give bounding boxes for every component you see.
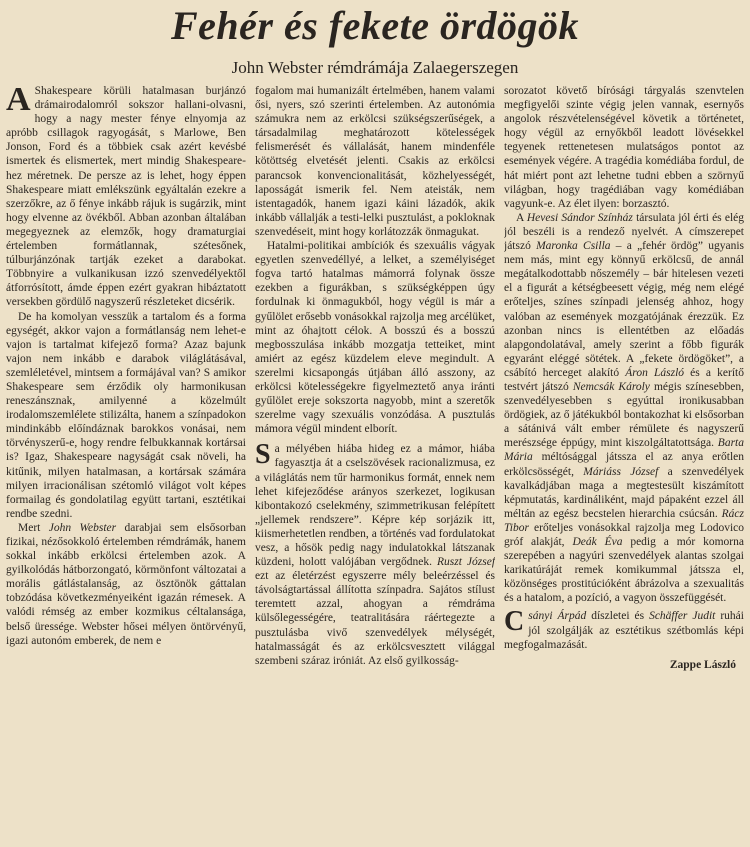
actor-name: Deák Éva: [572, 536, 623, 548]
paragraph: [504, 606, 744, 651]
theatre-name: Hevesi Sándor Színház: [526, 211, 633, 224]
director-name: Ruszt József: [437, 556, 495, 569]
drop-cap: C: [504, 606, 525, 638]
drop-cap: A: [6, 84, 31, 118]
paragraph: [504, 84, 744, 211]
actor-name: Barta Mária: [504, 437, 744, 464]
author-signature: Zappe László: [669, 658, 736, 671]
actor-name: Nemcsák Károly: [572, 380, 650, 393]
paragraph-text: ruhái jól szolgálják az esztétikus szétbomlás képi megfogalmazását.: [504, 610, 744, 651]
actor-name: Maronka Csilla: [536, 240, 611, 253]
article-title: Fehér és fekete ördögök: [170, 3, 580, 48]
paragraph-text: A: [516, 211, 527, 224]
paragraph-text: erőteljes vonásokkal rajzolja meg Lodovico gróf alakját,: [504, 521, 744, 548]
paragraph-text: Shakespeare körüli hatalmasan burjánzó drámairodalomról sokszor hallani-olvasni, hogy a nagy mester fénye elnyomja az apróbb csillagok ragyogását, s Marlowe, Ben Jonson, Ford és a többiek csak azért kevésbé ismertek és elismertek, mert mindig Shakespeare-hez méretnek. De persze az is lehet, hogy éppen Shakespeare miatt emlékszünk egyáltalán ezekre a szerzőkre, az ő fénye inkább rájuk is sugárzik, mint hogy elvenne az övékből. Abban azonban általában megegyeznek az elemzők, hogy dramaturgiai értelemben formátlannak, szétesőnek, túlburjánzónak tartják ezeket a darabokat. Többnyire a vulkanikusan izzó szenvedélyektől átforrósított, ámde éppen ezért gyakran hibáztatott versekben gördülő nagyszerű részleteket dicsérik.: [6, 85, 246, 309]
paragraph: [255, 439, 495, 668]
paragraph: [6, 521, 246, 648]
paragraph: [255, 239, 495, 436]
paragraph-text: díszletei és: [586, 610, 650, 623]
author-name: John Webster: [48, 521, 117, 534]
designer-name: Schäffer Judit: [649, 610, 716, 623]
column-3: [504, 84, 744, 844]
paragraph-text: a szenvedélyek kavalkádjában maga a megtestesült kiszámított képmutatás, kardináliként, majd pápaként ezzel áll méltán az egész becstelen hierarchia csúcsán.: [504, 465, 744, 520]
paragraph-text: és a kerítő testvért játszó: [504, 366, 744, 393]
paragraph-text: De ha komolyan vesszük a tartalom és a forma egységét, akkor vajon a formátlanság nem lehet-e vajon is tartalmat kifejező forma? Azaz bajunk vajon nem inkább e darabok világlátásával, szemléletével, mintsem a formájával van? S amikor Shakespeare sem érződik oly harmonikusan reneszánsznak, amilyenné a közelmúlt irodalomszemlélete stilizálta, hanem a színpadokon mindinkább előíndáznak barokkos vonásai, nem törvényszerű-e, hogy rendre felbukkannak kortársai is? Igaz, Shakespeare nagyságát csak növeli, ha kitűnik, milyen hatalmasan, a kortársak számára milyen irracionálisan szétomló világot volt képes formailag és gondolatilag együtt tartani, esztétikai rendbe szedni.: [6, 310, 246, 520]
article-subtitle: John Webster rémdrámája Zalaegerszegen: [231, 58, 519, 77]
paragraph-text: sorozatot követő bírósági tárgyalás szenvtelen megfigyelői szinte végig jelen vannak, esernyős angolok részvételenségével követik a történetet, hogy végül az ernyőkből leadott lövésekkel tegyenek rettenetesen mulatságos pontot az események végére. A tragédia komédiába fordul, de hát miért pont azt lehetne tudni ebben a szörnyű világban, hogy tragédiában vagy komédiában vagyunk-e. Az élet ilyen: borzasztó.: [504, 85, 744, 210]
paragraph-text: Hatalmi-politikai ambíciók és szexuális vágyak egyetlen szenvedéllyé, a lelket, a személyiséget fogva tartó hatalmas mámorrá folynak össze ezekben a figurákban, s szükségképpen úgy fordulnak ki önmagukból, hogy végül is már a gyűlölet erősebb vonásokkal rajzolja meg arcélüket, mint az óhajtott célok. A bosszú és a bosszú megbosszulása inkább mozgatja tetteiket, mint amiért az egész küzdelem eleve megindult. A szerelmi kicsapongás útjában álló asszony, az erkölcsi kötelességekre figyelmeztető anya iránti gyűlölet ereje sokszorta nagyobb, mint a szeretők szerelme vagy szexuális vonzódása. A pusztulás mámora végül mindent elborít.: [255, 240, 495, 436]
paragraph: [255, 84, 495, 239]
paragraph-text: fogalom mai humanizált értelmében, hanem valami ősi, nyers, szó szerinti értelemben. Az autonómia számukra nem az erkölcsi szükségszerűségek, a társadalmilag meghatározott kötelességek felismerését és vállalását, hanem mindenféle kötöttség elvetését jelenti. Csakis az erkölcsi parancsok konvencionalitását, közhelyességét, laposságát ismerik fel. Nem ateisták, nem istentagadók, hanem igazi káini lázadók, akik inkább vállalják a testi-lelki pusztulást, a pokloknak szenvedéseit, mint hogy korlátozzák önmagukat.: [255, 85, 495, 238]
column-1: [6, 84, 246, 844]
designer-name: sányi Árpád: [528, 610, 587, 623]
paragraph: [504, 211, 744, 606]
paragraph-text: Mert: [18, 521, 49, 534]
paragraph-text: méltósággal játssza el az anya erőtlen erkölcsösségét,: [504, 451, 744, 478]
paragraph-text: ezt az életérzést egyszerre mély beleérzéssel és távolságtartással állította színpadra. Sajátos stílust teremtett azzal, ahogyan a rémdráma külsőlegességére, teatralitására ráértegezte a pusztulásba vivő szenvedélyek mélységét, hatalmasságát és az erkölcsvesztett világgal szembeni száraz iróniát. Az első gyilkosság-: [255, 570, 495, 667]
paragraph-text: a mélyében hiába hideg ez a mámor, hiába fagyasztja át a cselszövések racionalizmusa, ez a világlátás nem tűr harmonikus formát, ennek nem lehet kifejeződése arányos szerkezet, logikusan kibontakozó cselekmény, szimmetrikusan felépített „jellemek rendszere”. Képre kép sorjázik itt, kiismerhetetlen rendben, a történés vad fordulatokat vesz, a hősök pedig nagy indulatokkal látszanak küzdeni, holott valójában vergődnek.: [255, 443, 495, 569]
paragraph: [6, 310, 246, 521]
paragraph-text: darabjai sem elsősorban fizikai, nézősokkoló értelemben rémdrámák, hanem sokkal inkább erkölcsi értelemben azok. A gyilkolódás hátborzongató, körmönfont változatai a morális gátlástalanság, az ösztönök gáttalan tobzódása következményeiként igazán rémesek. A valódi rémség az ember kozmikus céltalansága, belső üressége. Webster hősei mélyen öntörvényű, igazi autonóm emberek, de nem e: [6, 521, 246, 647]
drop-cap: S: [255, 439, 271, 471]
actor-name: Máriáss József: [583, 465, 659, 478]
paragraph-text: pedig a mór komorna szerepében a nagyúri szenvedélyek alantas szolgai karikatúráját remek komikummal játssza el, közönséges prostitúcióként ábrázolva a szexualitás és a hatalom, a pozíció, a vagyon összefüggését.: [504, 536, 744, 605]
paragraph-text: – a „fehér ördög” ugyanis nem más, mint egy könnyű erkölcsű, de annál megátalkodottabb nőszemély – bár hitelesen vezeti el a figurát a kétségbeesett végig, még nem elégé erőteljes, színes színpadi jelenség ahhoz, hogy valóban az események mozgatójának érezzük. Ez azonban nincs is ellentétben az előadás alapgondolatával, amely szerint a főbb figurák egyaránt eléggé sötétek. A „fekete ördögöket”, a csábító herceget alakító: [504, 240, 744, 379]
actor-name: Áron László: [625, 366, 685, 379]
paragraph-text: társulata jól érti és elég jól beszéli is a rendező nyelvét. A címszerepet játszó: [504, 211, 744, 253]
column-2: [255, 84, 495, 844]
paragraph: [6, 84, 246, 310]
paragraph-text: mégis színesebben, szenvedélyesebben s egyúttal ironikusabban ördögiek, az ő játékukból bontakozhat ki elsősorban a sátánivá vált ember rémülete és nagyszerű merészsége éppúgy, mint kiszolgáltatottsága.: [504, 380, 744, 450]
actor-name: Rácz Tibor: [504, 507, 744, 534]
